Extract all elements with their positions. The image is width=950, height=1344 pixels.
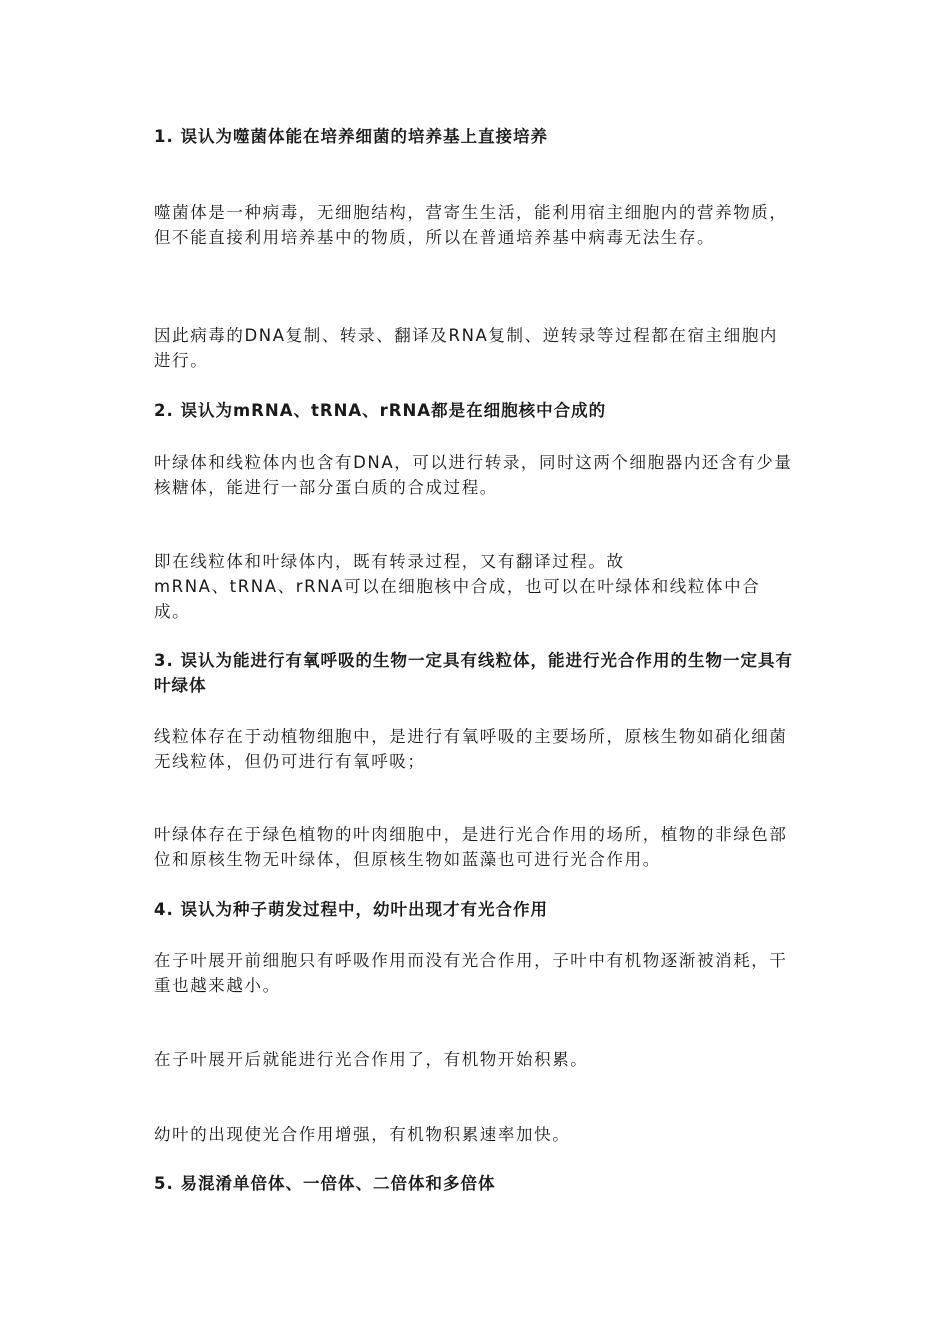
section-2-paragraph-1: 叶绿体和线粒体内也含有DNA，可以进行转录，同时这两个细胞器内还含有少量核糖体，能进行一部分蛋白质的合成过程。 xyxy=(154,453,793,497)
section-4-paragraph-2: 在子叶展开后就能进行光合作用了，有机物开始积累。 xyxy=(154,1050,589,1069)
section-4-paragraph-3: 幼叶的出现使光合作用增强，有机物积累速率加快。 xyxy=(154,1125,571,1144)
section-3-paragraph-1: 线粒体存在于动植物细胞中，是进行有氧呼吸的主要场所，原核生物如硝化细菌无线粒体，但仍可进行有氧呼吸； xyxy=(154,727,788,771)
section-4-paragraph-1: 在子叶展开前细胞只有呼吸作用而没有光合作用，子叶中有机物逐渐被消耗，干重也越来越小。 xyxy=(154,951,788,995)
section-2-heading: 2. 误认为mRNA、tRNA、rRNA都是在细胞核中合成的 xyxy=(154,401,607,420)
section-4-heading: 4. 误认为种子萌发过程中，幼叶出现才有光合作用 xyxy=(154,900,548,919)
section-2-paragraph-3: mRNA、tRNA、rRNA可以在细胞核中合成，也可以在叶绿体和线粒体中合成。 xyxy=(154,577,761,621)
section-2-paragraph-2: 即在线粒体和叶绿体内，既有转录过程，又有翻译过程。故 xyxy=(154,552,625,571)
section-1-heading: 1. 误认为噬菌体能在培养细菌的培养基上直接培养 xyxy=(154,127,548,146)
section-3-heading: 3. 误认为能进行有氧呼吸的生物一定具有线粒体，能进行光合作用的生物一定具有叶绿体 xyxy=(154,651,793,695)
section-1-paragraph-2: 因此病毒的DNA复制、转录、翻译及RNA复制、逆转录等过程都在宿主细胞内进行。 xyxy=(154,326,779,370)
section-3-paragraph-2: 叶绿体存在于绿色植物的叶肉细胞中，是进行光合作用的场所，植物的非绿色部位和原核生物无叶绿体，但原核生物如蓝藻也可进行光合作用。 xyxy=(154,825,788,869)
section-5-heading: 5. 易混淆单倍体、一倍体、二倍体和多倍体 xyxy=(154,1174,496,1193)
section-1-paragraph-1: 噬菌体是一种病毒，无细胞结构，营寄生生活，能利用宿主细胞内的营养物质，但不能直接利用培养基中的物质，所以在普通培养基中病毒无法生存。 xyxy=(154,203,788,247)
